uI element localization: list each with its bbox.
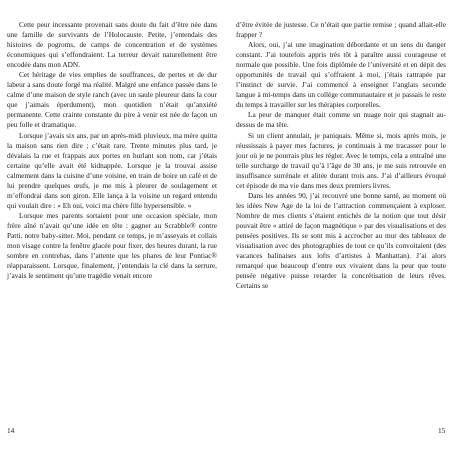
paragraph: Lorsque j’avais six ans, par un après-midi pluvieux, ma mère quitta la maison sans rien dire ; c’était rare. Trente minutes plus tard, je dévalais la rue et frappais aux portes en hurlant son nom, car j’étais certaine qu’elle avait été kidnappée. Lorsque je la trouvai assise calmement dans la cuisine d’une voisine, en train de boire un café et de lui prendre quelques œufs, je me mis à pleurer de soulagement et m’effondrai dans son giron. Elle lança à la voisine un regard entendu qui voulait dire : « Eh oui, voici ma chère fille hypersensible. » bbox=[7, 130, 217, 210]
paragraph: Alors, oui, j’ai une imagination débordante et un sens du danger constant. J’ai toutefois appris très tôt à paraître aussi courageuse et normale que possible. Une fois diplômée de l’université et en dépit des opportunités de travail qui s’offraient à moi, j’étais rattrapée par l’instinct de survie. J’ai commencé à enseigner l’anglais seconde langue à mi-temps dans un collège communautaire et je passais le reste du temps à travailler sur les thérapies corporelles. bbox=[236, 40, 446, 110]
left-page bbox=[7, 20, 217, 281]
paragraph: Lorsque mes parents sortaient pour une occasion spéciale, mon frère aîné n’avait qu’une idée en tête : gagner au Scrabble® contre Patti, notre baby-sitter. Moi, pendant ce temps, je m’asseyais et collais mon visage contre la fenêtre glacée pour fixer, des heures durant, la rue sombre en contrebas, dans l’attente que les phares de leur Pontiac® réapparaissent. Lorsque, finalement, j’entendais la clé dans la serrure, j’avais le sentiment qu’une tragédie venait encore bbox=[7, 210, 217, 281]
paragraph: Cette peur incessante provenait sans doute du fait d’être née dans une famille de survivants de l’Holocauste. Petite, j’entendais des histoires de pogroms, de camps de concentration et de systèmes économiques qui s’effondraient. La terreur devait naturellement être encodée dans mon ADN. bbox=[7, 20, 217, 70]
paragraph: Si un client annulait, je paniquais. Même si, mois après mois, je réussissais à payer mes factures, je continuais à me tracasser pour le jour où je ne pourrais plus les régler. Avec le temps, cela a entraîné une telle surcharge de travail qu’à l’âge de 30 ans, je me suis retrouvée en insuffisance surrénale et alitée durant trois ans. J’ai d’ailleurs évoqué cet épisode de ma vie dans mes deux premiers livres. bbox=[236, 130, 446, 190]
gutter bbox=[228, 0, 229, 457]
right-page bbox=[236, 20, 446, 291]
paragraph: La peur de manquer était comme un nuage noir qui stagnait au-dessus de ma tête. bbox=[236, 110, 446, 130]
paragraph: Dans les années 90, j’ai recouvré une bonne santé, au moment où les idées New Age de la loi de l’attraction commençaient à exploser. Nombre de mes clients s’étaient entichés de la notion que tout désir pouvait être « attiré de façon magnétique » par des visualisations et des pensées positives. Ils se sont mis à accrocher au mur des tableaux de visualisation avec des photographies de tout ce qu’ils convoitaient (des vacances balinaises aux lofts d’artistes à Manhattan). J’ai alors remarqué que beaucoup d’entre eux vivaient dans la peur que toute pensée négative puisse retarder la concrétisation de leurs rêves. Certains se bbox=[236, 190, 446, 291]
paragraph-continued: d’être évitée de justesse. Ce n’était que partie remise ; quand allait-elle frapper ? bbox=[236, 20, 446, 40]
paragraph: Cet héritage de vies emplies de souffrances, de pertes et de dur labeur a sans doute forgé ma réalité. Malgré une enfance passée dans le calme d’une maison de style ranch (avec un saule pleureur dans la cour que j’aimais éperdument), mon quotidien n’était qu’anxiété permanente. Cette crainte constante du pire à venir est née de façon un peu folle et dramatique. bbox=[7, 70, 217, 130]
page-number-left: 14 bbox=[7, 426, 15, 435]
page-number-right: 15 bbox=[438, 426, 446, 435]
